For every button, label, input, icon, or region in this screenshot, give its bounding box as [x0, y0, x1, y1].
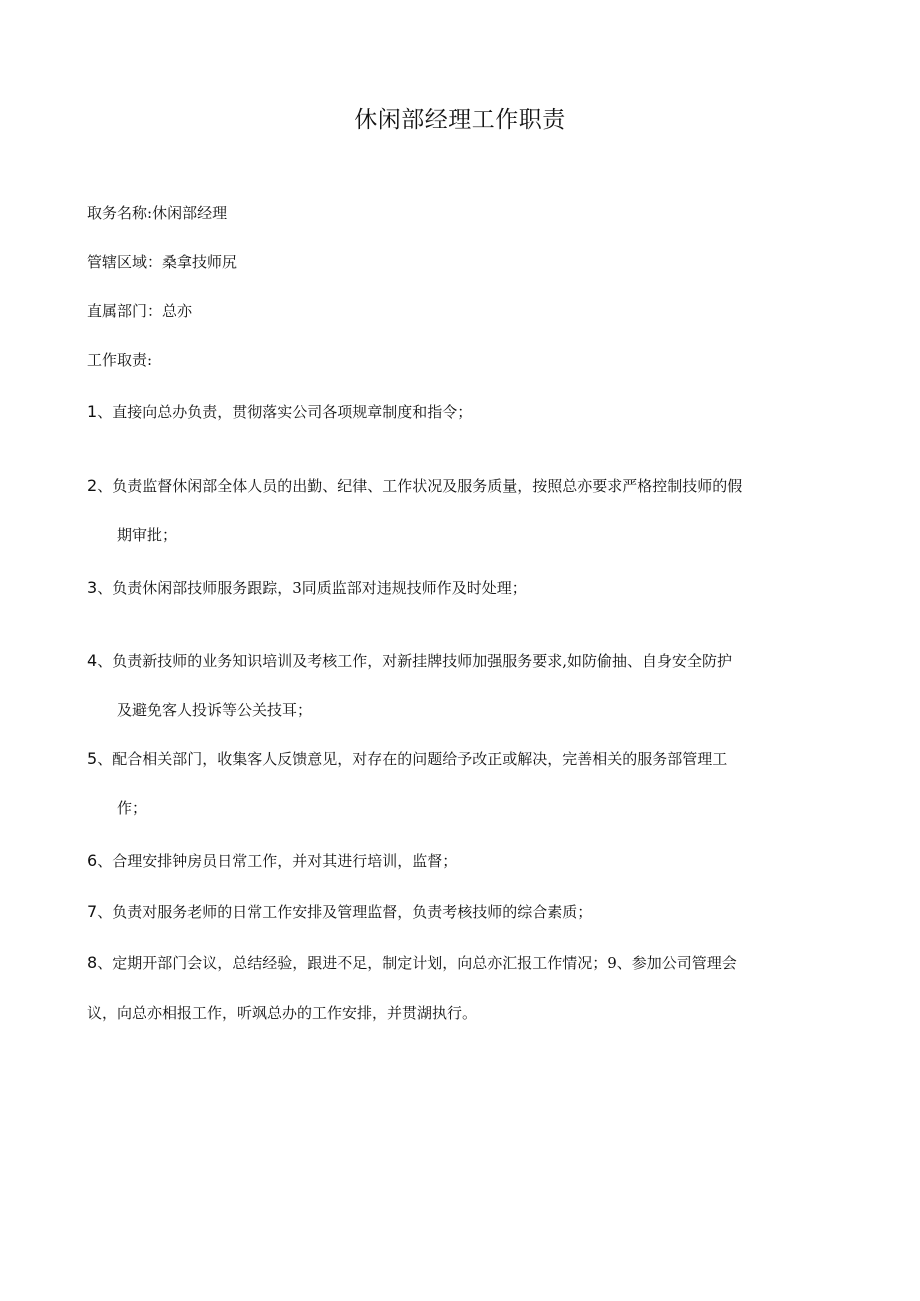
meta-value: 桑拿技师尻 [162, 253, 238, 271]
duty-number: 6 [87, 851, 98, 870]
meta-duties-heading [87, 349, 152, 371]
meta-jurisdiction [87, 251, 237, 273]
duty-text: 、合理安排钟房员日常工作，并对其进行培训，监督； [97, 852, 458, 870]
duty-number: 4 [87, 651, 98, 670]
duty-number: 5 [87, 749, 98, 768]
duty-text-continued: 期审批； [117, 526, 178, 544]
duty-item-5 [87, 748, 847, 819]
duty-item-7 [87, 901, 847, 923]
duty-number: 2 [87, 476, 98, 495]
duty-item-2 [87, 475, 847, 546]
duty-text: 、负责监督休闲部全体人员的出勤、纪律、工作状况及服务质量，按照总亦要求严格控制技师的假 [97, 477, 743, 495]
duty-text: 、配合相关部门，收集客人反馈意见，对存在的问题给予改正或解决，完善相关的服务部管理工 [97, 750, 728, 768]
meta-label: 工作取责: [87, 351, 153, 369]
duty-number: 1 [87, 402, 98, 421]
meta-value: 休闲部经理 [152, 204, 228, 222]
duty-number: 8 [87, 953, 98, 972]
duty-text: 、负责对服务老师的日常工作安排及管理监督，负责考核技师的综合素质； [97, 903, 593, 921]
duty-item-3 [87, 577, 847, 599]
duty-number: 7 [87, 902, 98, 921]
meta-position-name [87, 202, 227, 224]
duty-text: 、直接向总办负责，贯彻落实公司各项规章制度和指令； [97, 403, 473, 421]
duty-item-6 [87, 850, 847, 872]
meta-label: 取务名称: [87, 204, 153, 222]
duty-text: 、定期开部门会议，总结经验，跟进不足，制定计划，向总亦汇报工作情况；9、参加公司管理会 [97, 954, 737, 972]
meta-value: 总亦 [162, 302, 193, 320]
meta-label: 直属部门： [87, 302, 163, 320]
duty-item-8 [87, 952, 847, 1024]
duty-text: 、负责新技师的业务知识培训及考核工作，对新挂牌技师加强服务要求,如防偷抽、自身安全防护 [97, 652, 732, 670]
duty-item-4 [87, 650, 847, 721]
document-title: 休闲部经理工作职责 [354, 107, 566, 133]
duty-number: 3 [87, 578, 98, 597]
duty-text-continued: 议，向总亦相报工作，听飒总办的工作安排，并贯湖执行。 [87, 1004, 478, 1022]
duty-text: 、负责休闲部技师服务跟踪，3同质监部对违规技师作及时处理； [97, 579, 527, 597]
duty-item-1 [87, 401, 847, 423]
meta-department [87, 300, 192, 322]
duty-text-continued: 作； [117, 799, 148, 817]
meta-label: 管辖区域： [87, 253, 163, 271]
duty-text-continued: 及避免客人投诉等公关技耳； [117, 701, 313, 719]
